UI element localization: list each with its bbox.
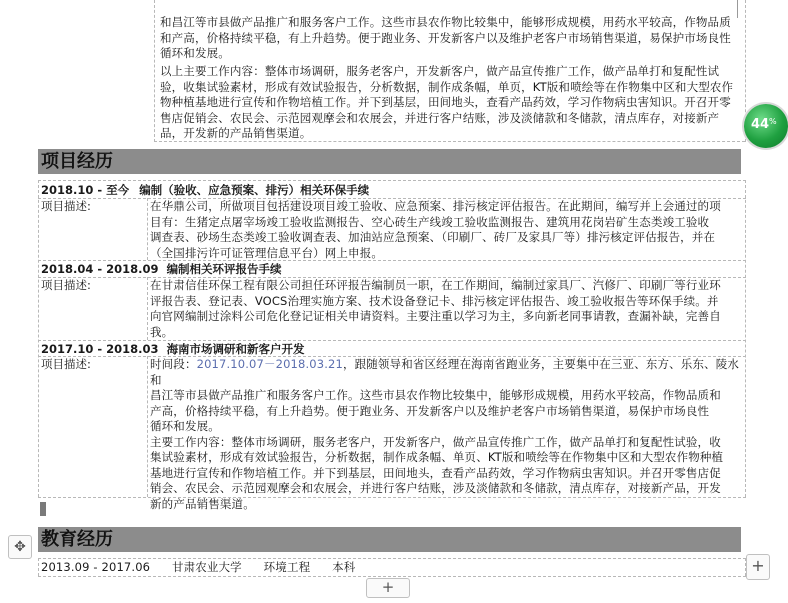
project-name: 海南市场调研和新客户开发 (166, 342, 305, 356)
project-header (41, 342, 305, 357)
project-header (41, 183, 369, 198)
table-border (38, 260, 746, 261)
plus-icon: + (381, 578, 395, 596)
paragraph-marker (40, 502, 46, 516)
project-description (150, 278, 742, 340)
table-border (38, 180, 746, 181)
table-border (745, 180, 746, 497)
education-section-title: 教育经历 (41, 529, 113, 550)
add-row-button[interactable] (366, 578, 410, 598)
project-section-title: 项目经历 (41, 151, 113, 172)
progress-badge[interactable] (744, 104, 788, 148)
project-date: 2018.04 - 2018.09 (41, 262, 159, 276)
description-line: 我。 (150, 324, 174, 339)
table-border (38, 576, 746, 577)
plus-icon: + (751, 556, 765, 575)
description-line: 主要工作内容：整体市场调研，服务老客户，开发新客户，做产品宣传推广工作，做产品单打和复配性试验，收 (150, 434, 721, 449)
top-paragraph-2: 以上主要工作内容：整体市场调研，服务老客户，开发新客户，做产品宣传推广工作，做产品单打和复配性试验，收集试验素材，形成有效试验报告，分析数据，制作成条幅，单页，KT版和喷绘等在作物集中区和大型农作物种植基地进行宣传和作物培植工作。并下到基层，田间地头，查看产品药效，学习作物病虫害知识。开召开零售店促销会、农民会、示范园观摩会和农展会，并进行客户结账，涉及淡储款和冬储款，清点库存，对接新产品，开发新的产品销售渠道。 (160, 64, 734, 140)
project-label: 项目描述: (41, 199, 91, 213)
time-rest: ，跟随领导和省区经理在海南省跑业务，主要集中在三亚、东方、乐东、陵水和 (150, 357, 740, 387)
table-move-handle[interactable] (8, 535, 32, 559)
add-column-button[interactable] (746, 554, 770, 580)
description-line: 集试验素材，形成有效试验报告，分析数据，制作成条幅、单页、KT版和喷绘等在作物集中区和大型农作物种植 (150, 450, 724, 464)
description-line: 昌江等市县做产品推广和服务客户工作。这些市县农作物比较集中，能够形成规模，用药水平较高，作物品质和 (150, 388, 721, 402)
project-label: 项目描述: (41, 357, 91, 371)
description-line: 在甘肃信佳环保工程有限公司担任环评报告编制员一职，在工作期间，编制过家具厂、汽修厂、印刷厂等行业环 (150, 278, 721, 292)
project-date: 2017.10 - 2018.03 (41, 342, 159, 356)
move-icon: ✥ (14, 539, 26, 555)
description-line: 向官网编制过涂料公司危化登记证相关申请资料。主要注重以学习为主，多向新老同事请教，查漏补缺，完善自 (150, 309, 721, 323)
description-line: 评报告表、登记表、VOCS治理实施方案、技术设备登记卡、排污核定评估报告、竣工验收报告等环保手续。并 (150, 293, 719, 308)
project-name: 编制相关环评报告手续 (166, 262, 282, 276)
description-line (150, 357, 742, 388)
table-border (38, 558, 746, 559)
time-value: 2017.10.07－2018.03.21 (196, 357, 343, 371)
project-section-header (38, 149, 741, 174)
description-line: 基地进行宣传和作物培植工作。并下到基层，田间地头，查看产品药效，学习作物病虫害知识。并召开零售店促 (150, 465, 721, 480)
education-school: 甘肃农业大学 (171, 560, 242, 574)
table-border (38, 180, 39, 497)
progress-badge-value: 44 (751, 117, 770, 132)
project-name: 编制（验收、应急预案、排污）相关环保手续 (139, 183, 370, 197)
description-line: 新的产品销售渠道。 (150, 496, 255, 511)
project-description (150, 199, 742, 261)
table-border (147, 198, 148, 260)
description-line: 目有：生猪定点屠宰场竣工验收监测报告、空心砖生产线竣工验收监测报告、建筑用花岗岩矿生态类竣工验收 (150, 214, 710, 229)
education-major: 环境工程 (263, 560, 311, 574)
description-line: 调查表、砂场生态类竣工验收调查表、加油站应急预案、（印刷厂、砖厂及家具厂等）排污核定评估报告，并在 (150, 230, 716, 244)
table-border (38, 340, 746, 341)
project-date: 2018.10 - 至今 (41, 183, 130, 197)
description-line: 销会、农民会、示范园观摩会和农展会，并进行客户结账，涉及淡储款和冬储款，清点库存，对接新产品，开发 (150, 481, 721, 495)
description-line: 产高，价格持续平稳，有上升趋势。便于跑业务、开发新客户以及维护老客户市场销售渠道，易保护市场良性 (150, 403, 710, 418)
time-label: 时间段： (150, 357, 197, 371)
table-border (147, 277, 148, 340)
education-degree: 本科 (332, 560, 356, 574)
top-paragraph-1: 和昌江等市县做产品推广和服务客户工作。这些市县农作物比较集中，能够形成规模，用药水平较高，作物品质和产高，价格持续平稳，有上升趋势。便于跑业务、开发新客户以及维护老客户市场销售渠道，易保护市场良性循环和发展。 (160, 15, 731, 60)
table-border (154, 0, 155, 142)
description-line: （全国排污许可证管理信息平台）网上申报。 (150, 245, 383, 260)
table-border (147, 356, 148, 497)
education-row (41, 560, 355, 576)
description-line: 循环和发展。 (150, 419, 220, 433)
table-border (38, 558, 39, 576)
project-label: 项目描述: (41, 278, 91, 292)
progress-badge-unit: % (769, 117, 777, 126)
education-period: 2013.09 - 2017.06 (41, 560, 151, 574)
description-line: 在华鼎公司，所做项目包括建设项目竣工验收、应急预案、排污核定评估报告。在此期间，编写并上会通过的项 (150, 199, 721, 213)
project-description (150, 357, 742, 512)
project-header (41, 262, 282, 277)
education-section-header (38, 527, 741, 552)
